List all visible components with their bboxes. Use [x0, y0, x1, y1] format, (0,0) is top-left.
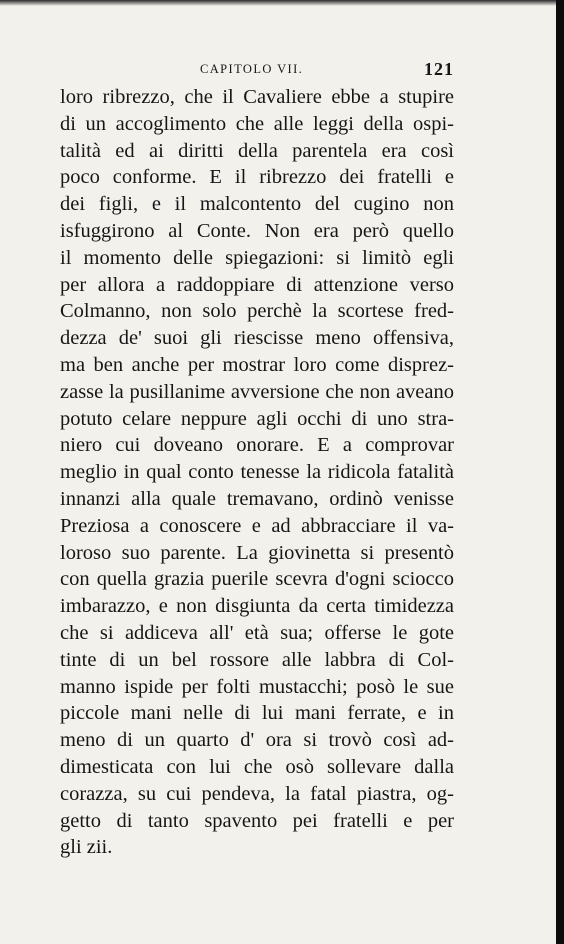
text-line: piccole mani nelle di lui mani ferrate, e in [60, 702, 454, 725]
text-line: innanzi alla quale tremavano, ordinò venisse [60, 487, 454, 510]
text-line-last: gli zii. [60, 836, 113, 859]
text-line: ma ben anche per mostrar loro come disprez- [60, 353, 454, 376]
text-line: manno ispide per folti mustacchi; posò le sue [60, 675, 454, 698]
running-title: CAPITOLO VII. [200, 62, 304, 76]
text-line: niero cui doveano onorare. E a comprovar [60, 434, 454, 457]
text-line: il momento delle spiegazioni: si limitò egli [60, 246, 454, 269]
text-line: di un accoglimento che alle leggi della ospi- [60, 112, 454, 135]
page-right-edge [556, 0, 564, 944]
text-line: isfuggirono al Conte. Non era però quello [60, 219, 454, 242]
page-top-shadow [0, 0, 564, 6]
text-line: Preziosa a conoscere e ad abbracciare il va- [60, 514, 454, 537]
text-line: loroso suo parente. La giovinetta si presentò [60, 541, 454, 564]
text-line: dimesticata con lui che osò sollevare dalla [60, 755, 454, 778]
text-line: corazza, su cui pendeva, la fatal piastra, og- [60, 782, 454, 805]
text-line: poco conforme. E il ribrezzo dei fratelli e [60, 166, 454, 189]
text-line: per allora a raddoppiare di attenzione verso [60, 273, 454, 296]
text-line: loro ribrezzo, che il Cavaliere ebbe a stupire [60, 86, 454, 108]
text-line: dezza de' suoi gli riescisse meno offensiva, [60, 327, 454, 350]
text-line: Colmanno, non solo perchè la scortese fred- [60, 300, 454, 323]
text-line: meno di un quarto d' ora si trovò così ad- [60, 729, 454, 752]
text-line: dei figli, e il malcontento del cugino non [60, 193, 454, 216]
text-line: zasse la pusillanime avversione che non aveano [60, 380, 454, 403]
text-line: che si addiceva all' età sua; offerse le gote [60, 621, 454, 644]
text-line: meglio in qual conto tenesse la ridicola fatalità [60, 461, 454, 484]
text-line: getto di tanto spavento pei fratelli e per [60, 809, 454, 832]
text-line: talità ed ai diritti della parentela era così [60, 139, 454, 162]
text-line: potuto celare neppure agli occhi di uno stra- [60, 407, 454, 430]
page-header [60, 60, 454, 84]
page-number: 121 [424, 59, 454, 79]
text-line: con quella grazia puerile scevra d'ogni sciocco [60, 568, 454, 591]
text-line: tinte di un bel rossore alle labbra di Col- [60, 648, 454, 671]
text-line: imbarazzo, e non disgiunta da certa timidezza [60, 595, 454, 618]
body-text [60, 84, 454, 861]
